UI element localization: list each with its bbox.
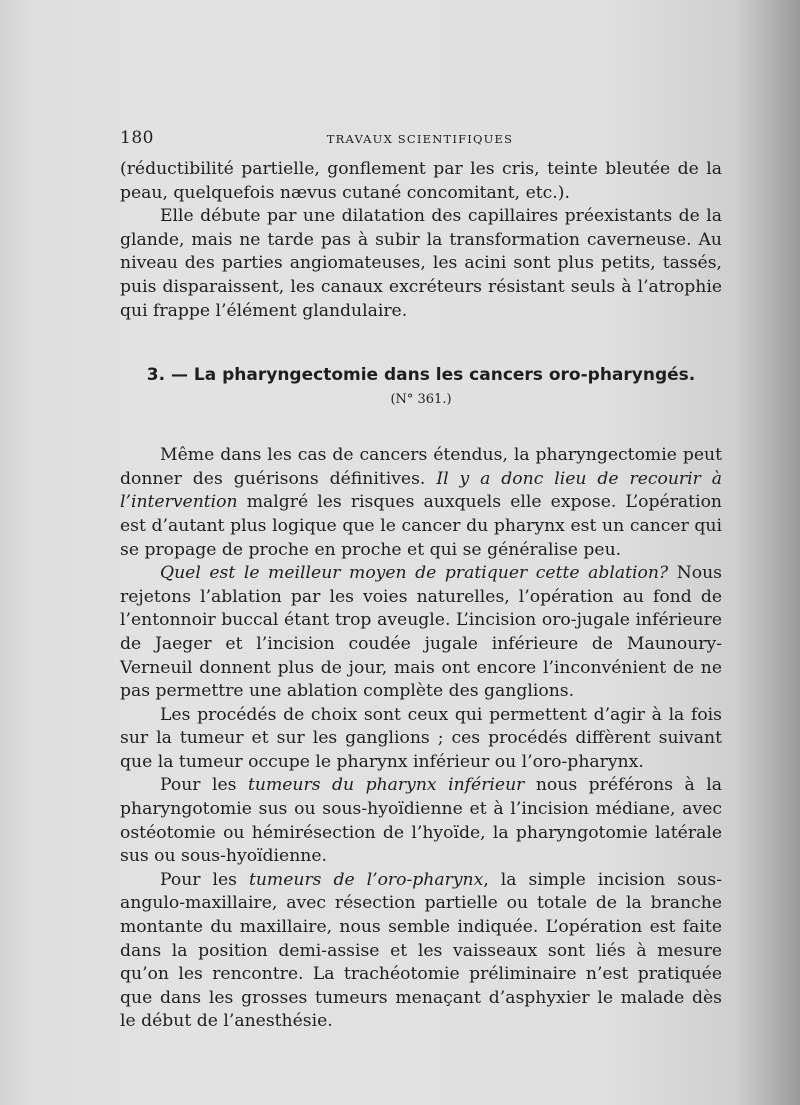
paragraph-1: Même dans les cas de cancers étendus, la pharyngectomie peut donner des guérisons définitives. Il y a donc lieu de recourir à l’intervention malgré les risques auxquels elle expose. L’opération est d’autant plus logique que le cancer du pharynx est un cancer qui se propage de proche en proche et qui se généralise peu. bbox=[120, 445, 722, 560]
emphasis-text: Il y a donc lieu de recourir à l’intervention bbox=[120, 468, 722, 513]
section-reference: (N° 361.) bbox=[390, 392, 452, 408]
intro-paragraph-2: Elle débute par une dilatation des capillaires préexistants de la glande, mais ne tarde pas à subir la transformation caverneuse. Au niveau des parties angiomateuses, les acini sont plus petits, tassés, puis disparaissent, les canaux excréteurs résistant seuls à l’atrophie qui frappe l’élément glandulaire. bbox=[120, 206, 722, 321]
page-header bbox=[120, 128, 720, 152]
paragraph-4: Pour les tumeurs du pharynx inférieur nous préférons à la pharyngotomie sus ou sous-hyoïdienne et à l’incision médiane, avec ostéotomie ou hémirésection de l’hyoïde, la pharyngotomie latérale sus ou sous-hyoïdienne. bbox=[120, 775, 722, 867]
section-title: 3. — La pharyngectomie dans les cancers oro-pharyngés. bbox=[146, 365, 696, 386]
paragraph-3: Les procédés de choix sont ceux qui permettent d’agir à la fois sur la tumeur et sur les ganglions ; ces procédés diffèrent suivant que la tumeur occupe le pharynx inférieur ou l’oro-pharynx. bbox=[120, 704, 722, 772]
paragraph-2: Quel est le meilleur moyen de pratiquer cette ablation? Nous rejetons l’ablation par les voies naturelles, l’opération au fond de l’entonnoir buccal étant trop aveugle. L’incision oro-jugale inférieure de Jaeger et l’incision coudée jugale inférieure de Maunoury-Verneuil donnent plus de jour, mais ont encore l’inconvénient de ne pas permettre une ablation complète des ganglions. bbox=[120, 563, 722, 702]
paragraph-5: Pour les tumeurs de l’oro-pharynx, la simple incision sous-angulo-maxillaire, avec résection partielle ou totale de la branche montante du maxillaire, nous semble indiquée. L’opération est faite dans la position demi-assise et les vaisseaux sont liés à mesure qu’on les rencontre. La trachéotomie préliminaire n’est pratiquée que dans les grosses tumeurs menaçant d’asphyxier le malade dès le début de l’anesthésie. bbox=[120, 869, 723, 1032]
emphasis-text: tumeurs du pharynx inférieur bbox=[247, 775, 525, 796]
running-head: TRAVAUX SCIENTIFIQUES bbox=[326, 132, 514, 146]
page-number: 180 bbox=[120, 128, 154, 148]
emphasis-text: tumeurs de l’oro-pharynx bbox=[248, 869, 484, 890]
page-body bbox=[120, 158, 722, 1034]
intro-paragraph-1: (réductibilité partielle, gonflement par les cris, teinte bleutée de la peau, quelquefois nævus cutané concomitant, etc.). bbox=[120, 159, 722, 203]
emphasis-text: Quel est le meilleur moyen de pratiquer cette ablation? bbox=[160, 563, 669, 584]
